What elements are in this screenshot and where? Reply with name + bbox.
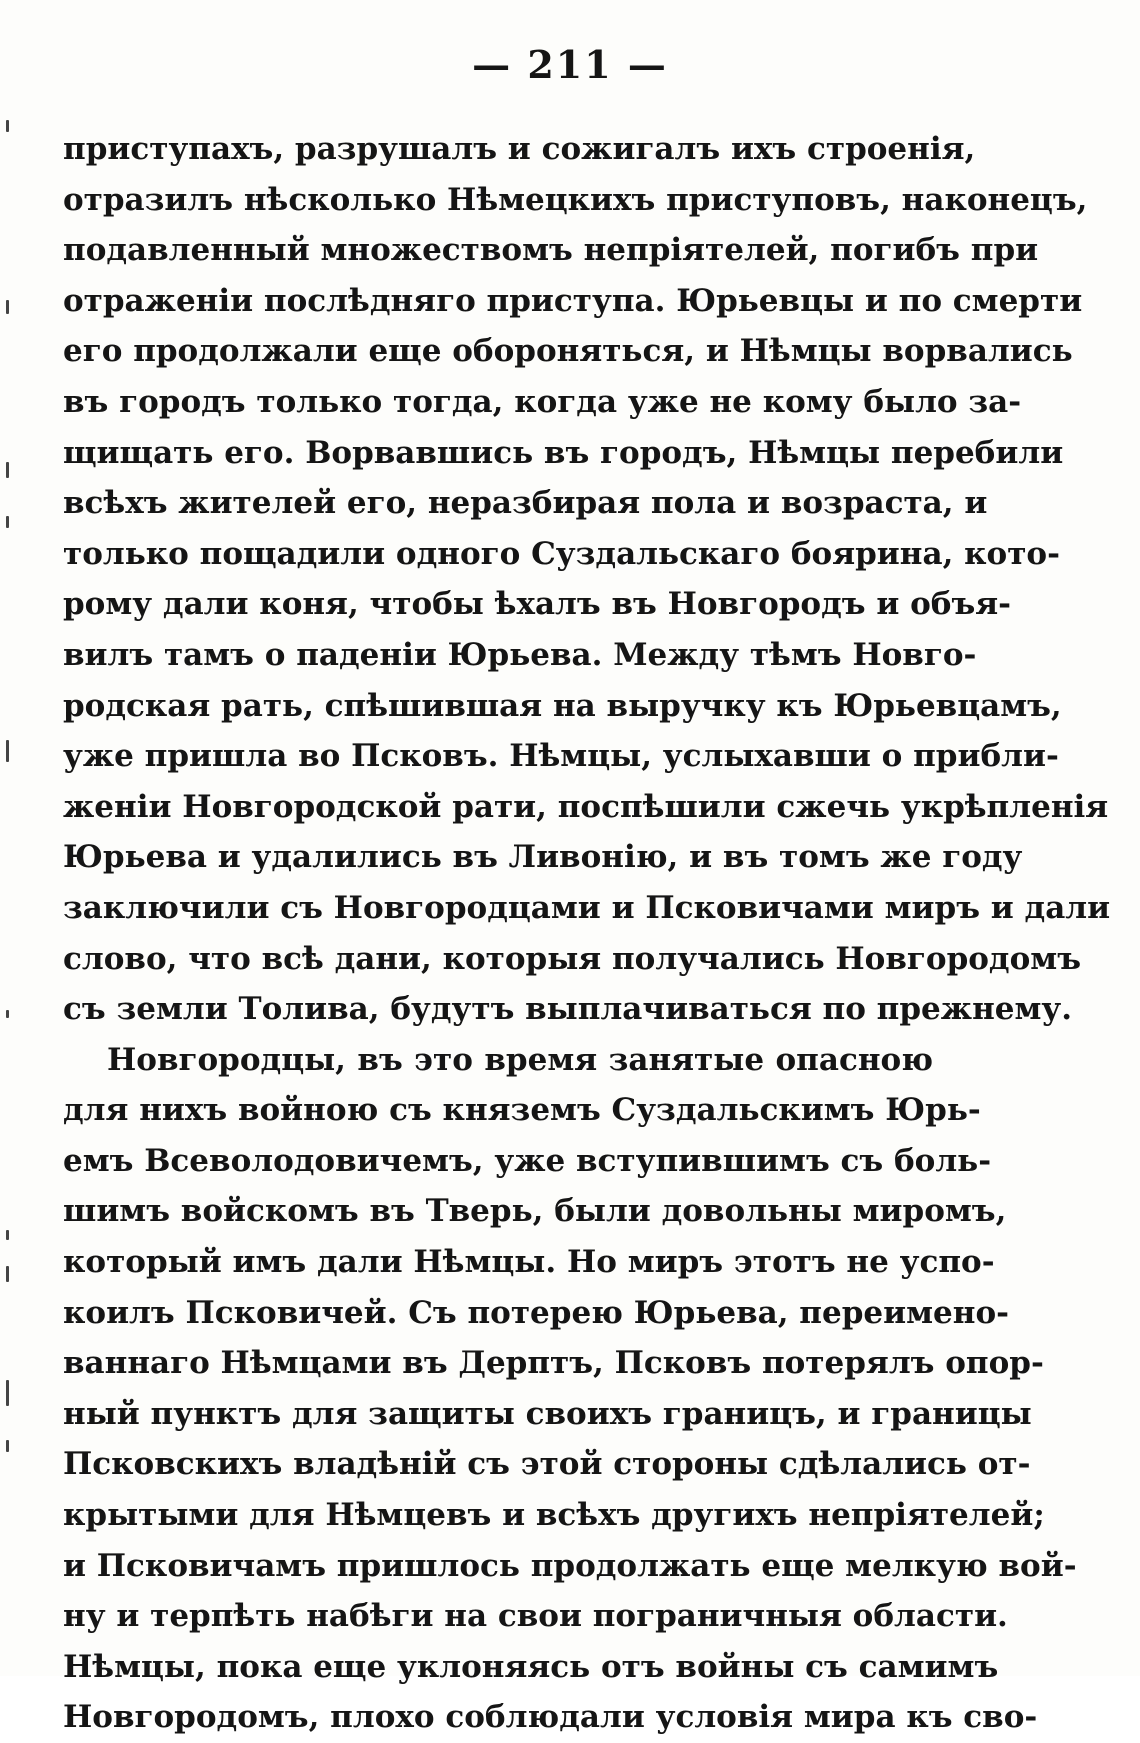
margin-speck	[6, 516, 9, 528]
margin-speck	[6, 462, 9, 478]
text-line: Псковскихъ владѣній съ этой стороны сдѣлались от-	[63, 1446, 1031, 1483]
body-text	[63, 124, 1111, 1743]
text-line: въ городъ только тогда, когда уже не кому было за-	[63, 383, 1022, 420]
text-line: отраженіи послѣдняго приступа. Юрьевцы и по смерти	[63, 282, 1083, 319]
text-line: коилъ Псковичей. Съ потерею Юрьева, переимено-	[63, 1294, 1009, 1331]
margin-speck	[6, 120, 9, 132]
text-line: крытыми для Нѣмцевъ и всѣхъ другихъ непріятелей;	[63, 1497, 1045, 1534]
text-line: съ земли Толива, будутъ выплачиваться по прежнему.	[63, 991, 1073, 1028]
text-line: отразилъ нѣсколько Нѣмецкихъ приступовъ, наконецъ,	[63, 181, 1088, 218]
text-line: только пощадили одного Суздальскаго боярина, кото-	[63, 535, 1060, 572]
margin-speck	[6, 300, 9, 314]
text-line: ный пунктъ для защиты своихъ границъ, и границы	[63, 1395, 1032, 1432]
text-line: емъ Всеволодовичемъ, уже вступившимъ съ боль-	[63, 1142, 992, 1179]
page-number: — 211 —	[472, 42, 668, 87]
text-line: приступахъ, разрушалъ и сожигалъ ихъ строенія,	[63, 131, 976, 167]
margin-speck	[6, 1266, 9, 1282]
margin-speck	[6, 1010, 9, 1018]
margin-speck	[6, 740, 9, 762]
text-line: подавленный множествомъ непріятелей, погибъ при	[63, 232, 1039, 269]
text-line: шимъ войскомъ въ Тверь, были довольны миромъ,	[63, 1193, 1007, 1230]
text-line: щищать его. Ворвавшись въ городъ, Нѣмцы перебили	[63, 434, 1064, 471]
text-line: вилъ тамъ о паденіи Юрьева. Между тѣмъ Новго-	[63, 636, 977, 673]
text-line: его продолжали еще обороняться, и Нѣмцы ворвались	[63, 333, 1073, 370]
text-line: Юрьева и удалились въ Ливонію, и въ томъ же году	[63, 839, 1023, 876]
margin-speck	[6, 1380, 9, 1406]
text-line: заключили съ Новгородцами и Псковичами миръ и дали	[63, 889, 1111, 926]
text-line: Нѣмцы, пока еще уклоняясь отъ войны съ самимъ	[63, 1648, 999, 1685]
text-line: уже пришла во Псковъ. Нѣмцы, услыхавши о прибли-	[63, 738, 1059, 775]
margin-speck	[6, 1230, 9, 1240]
text-line: ну и терпѣть набѣги на свои пограничныя области.	[63, 1598, 1008, 1635]
text-line: всѣхъ жителей его, неразбирая пола и возраста, и	[63, 485, 988, 522]
text-line: женіи Новгородской рати, поспѣшили сжечь укрѣпленія	[63, 788, 1109, 825]
text-line: и Псковичамъ пришлось продолжать еще мелкую вой-	[63, 1547, 1077, 1584]
text-line: для нихъ войною съ княземъ Суздальскимъ Юрь-	[63, 1092, 981, 1129]
text-line: слово, что всѣ дани, которыя получались Новгородомъ	[63, 940, 1081, 977]
text-line: Новгородомъ, плохо соблюдали условія мира къ сво-	[63, 1699, 1038, 1736]
margin-speck	[6, 1440, 9, 1452]
text-line: который имъ дали Нѣмцы. Но миръ этотъ не успо-	[63, 1244, 995, 1281]
text-line: ваннаго Нѣмцами въ Дерптъ, Псковъ потерялъ опор-	[63, 1345, 1044, 1382]
text-line: родская рать, спѣшившая на выручку къ Юрьевцамъ,	[63, 687, 1062, 724]
text-line: рому дали коня, чтобы ѣхалъ въ Новгородъ и объя-	[63, 586, 1012, 623]
paragraph-start-line: Новгородцы, въ это время занятые опасною	[107, 1041, 933, 1078]
